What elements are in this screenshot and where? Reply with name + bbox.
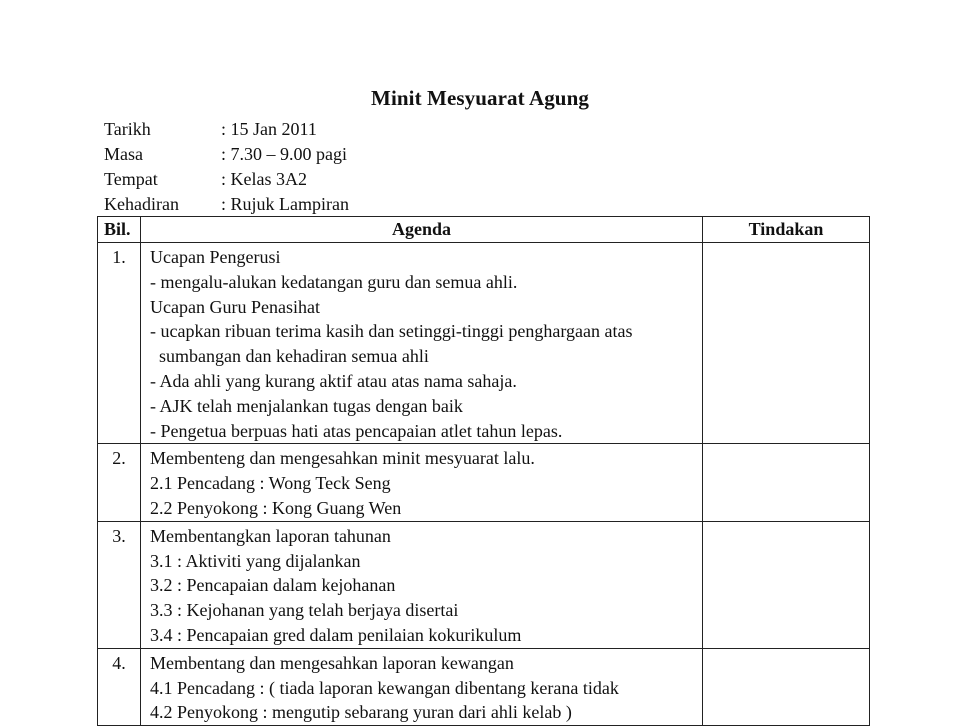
meta-label: Tarikh	[104, 119, 151, 139]
agenda-cell	[141, 521, 703, 648]
meta-value: : Kelas 3A2	[221, 169, 307, 189]
tindakan-cell	[703, 444, 870, 521]
meta-label: Tempat	[104, 169, 158, 189]
table-row	[98, 648, 870, 725]
table-row	[98, 521, 870, 648]
agenda-line: 3.4 : Pencapaian gred dalam penilaian kokurikulum	[150, 624, 522, 645]
agenda-line: Ucapan Pengerusi	[150, 247, 281, 267]
agenda-cell	[141, 444, 703, 521]
page-title: Minit Mesyuarat Agung	[371, 86, 589, 110]
agenda-line: sumbangan dan kehadiran semua ahli	[159, 346, 429, 367]
row-number: 3.	[98, 521, 141, 648]
agenda-line: 3.1 : Aktiviti yang dijalankan	[150, 550, 361, 571]
agenda-line: - Ada ahli yang kurang aktif atau atas nama sahaja.	[150, 370, 517, 391]
meta-label: Kehadiran	[104, 194, 179, 214]
meta-label: Masa	[104, 144, 143, 164]
meta-value: : 15 Jan 2011	[221, 119, 317, 139]
meta-value: : 7.30 – 9.00 pagi	[221, 144, 347, 164]
table-row	[98, 444, 870, 521]
tindakan-cell	[703, 521, 870, 648]
agenda-line: - Pengetua berpuas hati atas pencapaian atlet tahun lepas.	[150, 420, 563, 441]
tindakan-cell	[703, 648, 870, 725]
row-number: 4.	[98, 648, 141, 725]
agenda-line: Membenteng dan mengesahkan minit mesyuarat lalu.	[150, 448, 535, 469]
agenda-line: 4.2 Penyokong : mengutip sebarang yuran dari ahli kelab )	[150, 702, 572, 723]
header-tindakan: Tindakan	[703, 217, 870, 243]
agenda-line: Membentang dan mengesahkan laporan kewangan	[150, 652, 514, 673]
agenda-table	[97, 216, 870, 726]
agenda-line: - AJK telah menjalankan tugas dengan baik	[150, 395, 463, 416]
agenda-line: Membentangkan laporan tahunan	[150, 525, 391, 546]
row-number: 2.	[98, 444, 141, 521]
table-header-row	[98, 217, 870, 243]
agenda-line: 3.2 : Pencapaian dalam kejohanan	[150, 575, 396, 596]
agenda-line: 2.2 Penyokong : Kong Guang Wen	[150, 497, 402, 518]
tindakan-cell	[703, 243, 870, 444]
meta-value: : Rujuk Lampiran	[221, 194, 349, 214]
agenda-line: - mengalu-alukan kedatangan guru dan semua ahli.	[150, 271, 518, 292]
agenda-cell	[141, 243, 703, 444]
row-number: 1.	[98, 243, 141, 444]
agenda-line: 3.3 : Kejohanan yang telah berjaya disertai	[150, 600, 459, 621]
agenda-line: 4.1 Pencadang : ( tiada laporan kewangan dibentang kerana tidak	[150, 677, 619, 698]
agenda-line: - ucapkan ribuan terima kasih dan setinggi-tinggi penghargaan atas	[150, 321, 633, 342]
header-agenda: Agenda	[141, 217, 703, 243]
agenda-cell	[141, 648, 703, 725]
table-row	[98, 243, 870, 444]
agenda-line: 2.1 Pencadang : Wong Teck Seng	[150, 473, 391, 494]
agenda-line: Ucapan Guru Penasihat	[150, 296, 320, 317]
header-bil: Bil.	[98, 217, 141, 243]
